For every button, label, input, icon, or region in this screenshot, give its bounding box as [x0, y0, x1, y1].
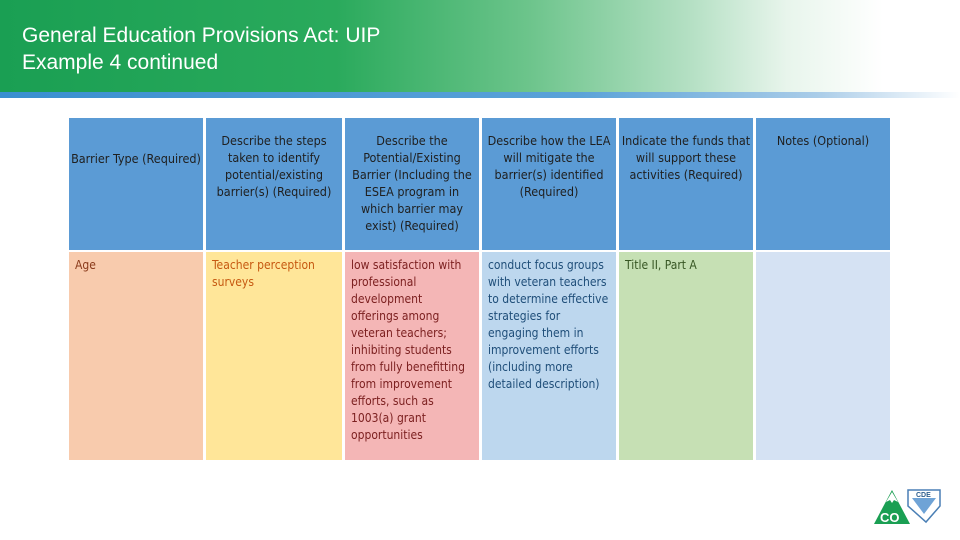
cde-colorado-logo	[872, 484, 942, 526]
cell-identify-steps: Teacher perception surveys	[206, 252, 342, 460]
table-header-row	[69, 118, 890, 250]
title-line-1: General Education Provisions Act: UIP	[22, 24, 381, 47]
title-line-2: Example 4 continued	[22, 51, 219, 74]
cell-funds: Title II, Part A	[619, 252, 753, 460]
table-row	[69, 252, 890, 460]
slide-title	[22, 22, 380, 76]
barrier-table	[66, 116, 893, 462]
header-accent-bar	[0, 92, 960, 98]
header-funds: Indicate the funds that will support these activities (Required)	[619, 118, 753, 250]
cell-notes	[756, 252, 890, 460]
logo-co-text: CO	[880, 510, 900, 525]
logo-cde-text: CDE	[916, 492, 931, 499]
header-mitigation: Describe how the LEA will mitigate the barrier(s) identified (Required)	[482, 118, 616, 250]
cell-describe-barrier: low satisfaction with professional development offerings among veteran teachers; inhibiting students from fully benefitting from improvement efforts, such as 1003(a) grant opportunities	[345, 252, 479, 460]
header-barrier-type: Barrier Type (Required)	[69, 118, 203, 250]
header-describe-barrier: Describe the Potential/Existing Barrier (Including the ESEA program in which barrier may exist) (Required)	[345, 118, 479, 250]
header-notes: Notes (Optional)	[756, 118, 890, 250]
cell-mitigation: conduct focus groups with veteran teachers to determine effective strategies for engaging them in improvement efforts (including more detailed description)	[482, 252, 616, 460]
header-identify-steps: Describe the steps taken to identify potential/existing barrier(s) (Required)	[206, 118, 342, 250]
cell-barrier-type: Age	[69, 252, 203, 460]
